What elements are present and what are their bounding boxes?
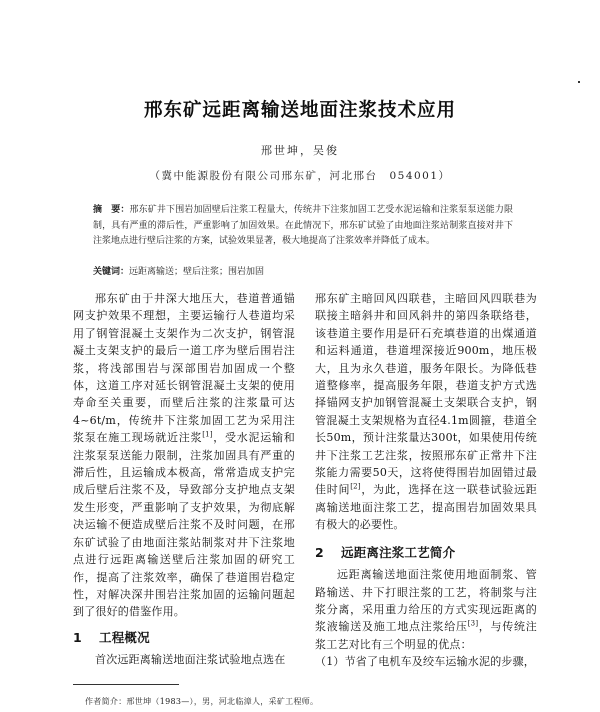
section-1-paragraph-continued <box>315 290 537 534</box>
keywords-label: 关键词： <box>93 267 130 277</box>
intro-paragraph <box>73 290 295 621</box>
author-footnote: 作者简介：邢世坤（1983—），男，河北临漳人，采矿工程师。 <box>85 697 319 706</box>
list-item-1: （1）节省了电机车及绞车运输水泥的步骤， <box>315 655 535 669</box>
section-2-heading <box>315 544 537 561</box>
paper-title: 邢东矿远距离输送地面注浆技术应用 <box>143 100 456 121</box>
section-2-number: 2 <box>315 544 324 560</box>
section-1-heading <box>73 629 295 646</box>
section-1-text-part-2: ，为此，选择在这一联巷试验远距离输送地面注浆工艺，提高围岩加固效果具有极大的必要性。 <box>315 483 537 532</box>
citation-1: [1] <box>202 430 213 439</box>
section-2-text-part-2: ，与传统注浆工艺对比有三个明显的优点： <box>315 620 537 651</box>
intro-text-part-1: 邢东矿由于井深大地压大，巷道普通锚网支护效果不理想，主要运输行人巷道均采用了钢管混凝土支架作为二次支护，钢管混凝土支架支护的最后一道工序为壁后围岩注浆，将浅部围岩与深部围岩加固成一个整体，这道工序对延长钢管混凝土支架的使用寿命至关重要，而壁后注浆的注浆量可达4~6t/m，传统井下注浆加固工艺为采用注浆泵在施工现场就近注浆 <box>73 292 295 445</box>
abstract <box>93 203 513 250</box>
section-1-paragraph-start: 首次远距离输送地面注浆试验地点选在 <box>95 653 286 667</box>
right-column <box>315 290 537 671</box>
section-2-title: 远距离注浆工艺简介 <box>341 544 456 560</box>
scan-artifact-dot <box>578 81 580 83</box>
keywords-text: 远距离输送；壁后注浆；围岩加固 <box>129 267 265 277</box>
footnote-divider <box>73 684 179 685</box>
keywords <box>93 265 513 280</box>
intro-text-part-2: ，受水泥运输和注浆泵泵送能力限制，注浆加固具有严重的滞后性，且运输成本极高，常常造成支护完成后壁后注浆不及，导致部分支护地点支架发生形变，严重影响了支护效果，为彻底解决运输不便造成壁后注浆不及时问题，在邢东矿试验了由地面注浆站制浆对井下注浆地点进行远距离输送壁后注浆加固的研究工作，提高了注浆效率，确保了巷道围岩稳定性，对解决深井围岩注浆加固的运输问题起到了很好的借鉴作用。 <box>73 431 295 619</box>
section-2-text-part-1: 远距离输送地面注浆使用地面制浆、管路输送、井下打眼注浆的工艺，将制浆与注浆分离，采用重力给压的方式实现远距离的浆液输送及施工地点注浆给压 <box>315 568 537 634</box>
section-1-number: 1 <box>73 629 82 645</box>
left-column <box>73 290 295 669</box>
abstract-text: 邢东矿井下围岩加固壁后注浆工程量大，传统井下注浆加固工艺受水泥运输和注浆泵泵送能力限制，具有严重的滞后性，严重影响了加固效果。在此情况下，邢东矿试验了由地面注浆站制浆直接对井下注浆地点进行壁后注浆的方案，试验效果显著，极大地提高了注浆效率并降低了成本。 <box>93 205 513 247</box>
paper-authors: 邢世坤，吴俊 <box>261 144 339 157</box>
abstract-label: 摘 要： <box>93 205 130 215</box>
citation-2: [2] <box>350 482 361 491</box>
section-1-title: 工程概况 <box>99 629 150 645</box>
citation-3: [3] <box>467 619 479 628</box>
section-1-text-part-1: 邢东矿主暗回风四联巷，主暗回风四联巷为联接主暗斜井和回风斜井的第四条联络巷，该巷道主要作用是矸石充填巷道的出煤通道和运料通道，巷道埋深接近900m，地压极大，且为永久巷道，服务年限长。为降低巷道整修率，提高服务年限，巷道支护方式选择锚网支护加钢管混凝土支架联合支护，钢管混凝土支架规格为直径4.1m圆箍，巷道全长50m，预计注浆量达300t，如果使用传统井下注浆工艺注浆，按照邢东矿正常井下注浆能力需要50天，这将使得围岩加固错过最佳时间 <box>315 292 537 497</box>
paper-affiliation: （冀中能源股份有限公司邢东矿，河北邢台 054001） <box>149 170 451 182</box>
section-2-paragraph <box>315 566 537 653</box>
